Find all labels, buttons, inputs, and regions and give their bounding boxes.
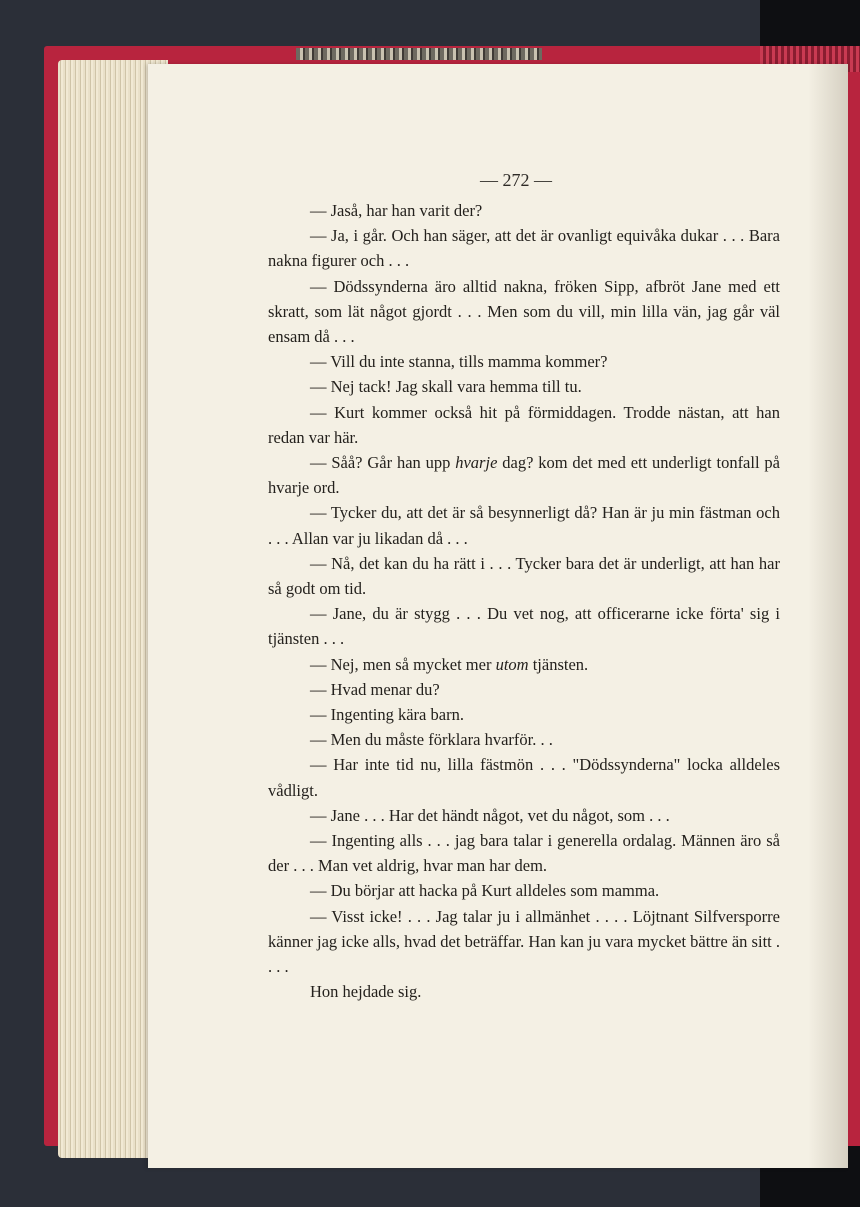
paragraph: — Jane . . . Har det händt något, vet du något, som . . . — [310, 805, 670, 825]
text-span: dag? kom det med ett underligt tonfall på hvarje ord. — [268, 453, 780, 498]
paragraph: — Dödssynderna äro alltid nakna, fröken Sipp, afbröt Jane med ett skratt, som lät något gjordt . . . Men som du vill, min lilla vän, jag går väl ensam då . . . — [268, 276, 780, 347]
paragraph: — Ja, i går. Och han säger, att det är ovanligt equivåka dukar . . . Bara nakna figurer och . . . — [268, 226, 780, 271]
text-span: tjänsten. — [528, 654, 589, 674]
paragraph: — Ingenting alls . . . jag bara talar i generella ordalag. Männen äro så der . . . Man vet aldrig, hvar man har dem. — [268, 831, 780, 876]
paragraph: — Nå, det kan du ha rätt i . . . Tycker bara det är underligt, att han har så godt om tid. — [268, 553, 780, 599]
paragraph: — Du börjar att hacka på Kurt alldeles som mamma. — [310, 881, 660, 901]
page-gutter-shadow — [808, 64, 848, 1168]
text-span: — Nej, men så mycket mer — [310, 654, 496, 674]
page-text — [268, 198, 780, 1005]
paragraph: — Tycker du, att det är så besynnerligt då? Han är ju min fästman och . . . Allan var ju likadan då . . . — [268, 503, 780, 548]
paragraph — [268, 652, 780, 677]
paragraph: — Visst icke! . . . Jag talar ju i allmänhet . . . . Löjtnant Silfversporre känner jag icke alls, hvad det beträffar. Han kan ju vara mycket bättre än sitt . . . . — [268, 906, 780, 977]
paragraph: — Vill du inte stanna, tills mamma kommer? — [310, 352, 608, 372]
paragraph: — Jane, du är stygg . . . Du vet nog, att officerarne icke förta' sig i tjänsten . . . — [268, 604, 780, 649]
paragraph: Hon hejdade sig. — [310, 982, 422, 1002]
paragraph: — Kurt kommer också hit på förmiddagen. Trodde nästan, att han redan var här. — [268, 402, 780, 447]
book-headband — [296, 48, 542, 60]
page-number: — 272 — — [480, 170, 552, 190]
paragraph: — Jaså, har han varit der? — [310, 201, 483, 220]
paragraph: — Hvad menar du? — [310, 679, 440, 699]
paragraph: — Nej tack! Jag skall vara hemma till tu. — [310, 377, 582, 397]
italic-word: hvarje — [455, 453, 498, 473]
text-span: — Såå? Går han upp — [310, 453, 456, 473]
paragraph — [268, 450, 780, 500]
paragraph: — Har inte tid nu, lilla fästmön . . . "Dödssynderna" locka alldeles vådligt. — [268, 755, 780, 800]
paragraph: — Men du måste förklara hvarför. . . — [310, 730, 553, 750]
italic-word: utom — [495, 654, 529, 674]
paragraph: — Ingenting kära barn. — [310, 705, 464, 725]
